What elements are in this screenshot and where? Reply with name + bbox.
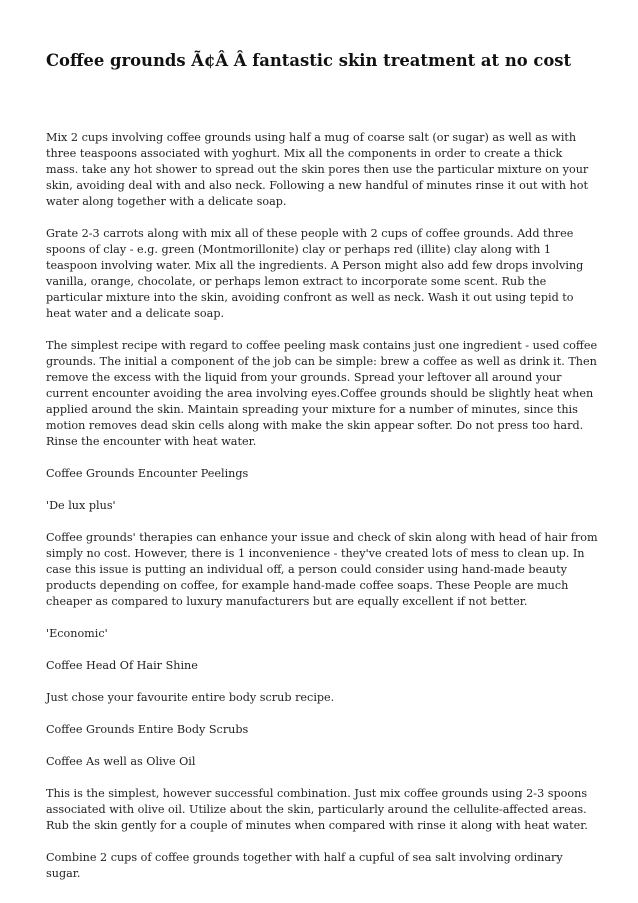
section-heading-economic: 'Economic'	[46, 627, 108, 640]
paragraph-sea-salt: Combine 2 cups of coffee grounds together with half a cupful of sea salt involving ordinary sugar.	[46, 851, 563, 880]
section-heading-olive-oil: Coffee As well as Olive Oil	[46, 755, 196, 768]
paragraph-olive-oil: This is the simplest, however successful combination. Just mix coffee grounds using 2-3 spoons associated with olive oil. Utilize about the skin, particularly around the cellulite-affected areas. Rub the skin gently for a couple of minutes when compared with rinse it along with heat water.	[46, 787, 588, 832]
paragraph-scrub-recipe: Mix 2 cups involving coffee grounds using half a mug of coarse salt (or sugar) as well as with three teaspoons associated with yoghurt. Mix all the components in order to create a thick mass. take any hot shower to spread out the skin pores then use the particular mixture on your skin, avoiding deal with and also neck. Following a new handful of minutes rinse it out with hot water along together with a delicate soap.	[46, 131, 589, 208]
document-body	[46, 130, 598, 898]
document-page	[46, 50, 598, 880]
paragraph-carrot-clay: Grate 2-3 carrots along with mix all of these people with 2 cups of coffee grounds. Add three spoons of clay - e.g. green (Montmorillonite) clay or perhaps red (illite) clay along with 1 teaspoon involving water. Mix all the ingredients. A Person might also add few drops involving vanilla, orange, chocolate, or perhaps lemon extract to incorporate some scent. Rub the particular mixture into the skin, avoiding confront as well as neck. Wash it out using tepid to heat water and a delicate soap.	[46, 227, 584, 320]
paragraph-body-scrub-choice: Just chose your favourite entire body scrub recipe.	[46, 691, 335, 704]
section-heading-encounter-peelings: Coffee Grounds Encounter Peelings	[46, 467, 249, 480]
paragraph-therapies: Coffee grounds' therapies can enhance your issue and check of skin along with head of hair from simply no cost. However, there is 1 inconvenience - they've created lots of mess to clean up. In case this issue is putting an individual off, a person could consider using hand-made beauty products depending on coffee, for example hand-made coffee soaps. These People are much cheaper as compared to luxury manufacturers but are equally excellent if not better.	[46, 531, 598, 608]
section-heading-hair-shine: Coffee Head Of Hair Shine	[46, 659, 198, 672]
section-heading-de-lux-plus: 'De lux plus'	[46, 499, 116, 512]
section-heading-body-scrubs: Coffee Grounds Entire Body Scrubs	[46, 723, 249, 736]
page-title: Coffee grounds Ã¢Â Â fantastic skin treatment at no cost	[46, 51, 572, 70]
paragraph-peeling-mask: The simplest recipe with regard to coffee peeling mask contains just one ingredient - used coffee grounds. The initial a component of the job can be simple: brew a coffee as well as drink it. Then remove the excess with the liquid from your grounds. Spread your leftover all around your current encounter avoiding the area involving eyes.Coffee grounds should be slightly heat when applied around the skin. Maintain spreading your mixture for a number of minutes, since this motion removes dead skin cells along with make the skin appear softer. Do not press too hard. Rinse the encounter with heat water.	[46, 339, 598, 448]
